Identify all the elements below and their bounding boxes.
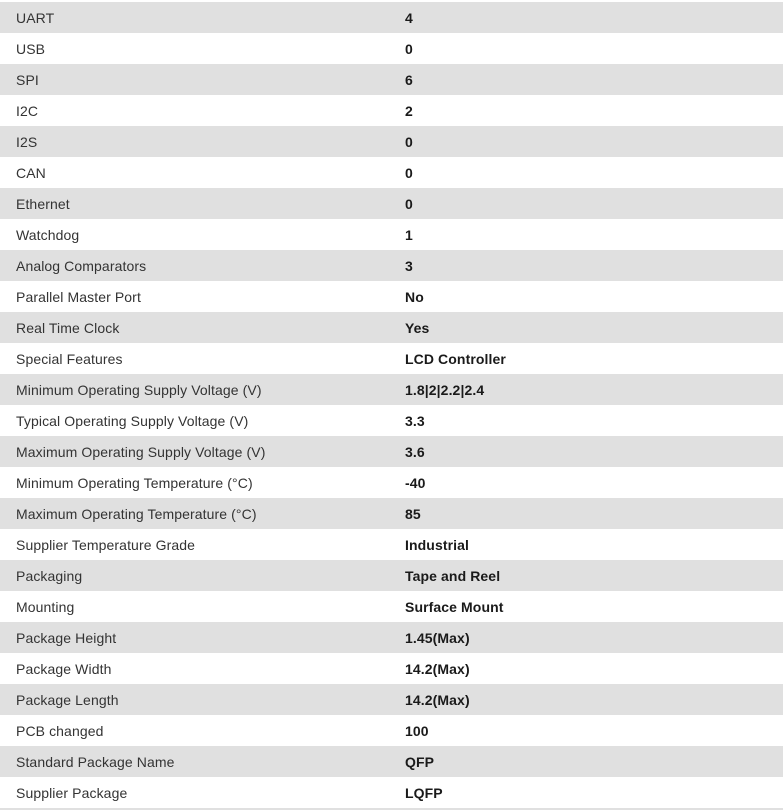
table-row <box>0 653 783 684</box>
spec-value: 14.2(Max) <box>405 691 470 708</box>
table-row <box>0 684 783 715</box>
spec-value: Industrial <box>405 536 470 553</box>
spec-label: Typical Operating Supply Voltage (V) <box>16 412 249 429</box>
table-row <box>0 281 783 312</box>
table-row <box>0 405 783 436</box>
table-row <box>0 126 783 157</box>
spec-label: UART <box>16 9 55 26</box>
spec-value: 1 <box>405 226 413 243</box>
table-row <box>0 2 783 33</box>
spec-value: 1.45(Max) <box>405 629 470 646</box>
table-row <box>0 560 783 591</box>
table-row <box>0 157 783 188</box>
spec-label: Packaging <box>16 567 83 584</box>
spec-value: 3 <box>405 257 413 274</box>
spec-label: USB <box>16 40 46 57</box>
spec-label: CAN <box>16 164 46 181</box>
table-row <box>0 777 783 808</box>
spec-label: Analog Comparators <box>16 257 147 274</box>
spec-value: 3.6 <box>405 443 425 460</box>
spec-value: 0 <box>405 164 413 181</box>
spec-value: Surface Mount <box>405 598 504 615</box>
spec-value: 1.8|2|2.2|2.4 <box>405 381 485 398</box>
table-row <box>0 436 783 467</box>
table-row <box>0 312 783 343</box>
spec-value: 85 <box>405 505 421 522</box>
spec-value: Yes <box>405 319 430 336</box>
table-row <box>0 529 783 560</box>
spec-label: Real Time Clock <box>16 319 120 336</box>
spec-value: 0 <box>405 40 413 57</box>
spec-label: Minimum Operating Supply Voltage (V) <box>16 381 262 398</box>
spec-value: No <box>405 288 424 305</box>
spec-label: Supplier Temperature Grade <box>16 536 195 553</box>
table-row <box>0 715 783 746</box>
spec-label: PCB changed <box>16 722 104 739</box>
spec-value: 4 <box>405 9 413 26</box>
table-row <box>0 498 783 529</box>
spec-label: Maximum Operating Temperature (°C) <box>16 505 257 522</box>
table-row <box>0 467 783 498</box>
spec-value: 6 <box>405 71 413 88</box>
table-row <box>0 188 783 219</box>
specifications-table <box>0 2 783 808</box>
spec-value: 100 <box>405 722 429 739</box>
spec-label: Standard Package Name <box>16 753 175 770</box>
spec-value: 2 <box>405 102 413 119</box>
spec-label: Parallel Master Port <box>16 288 141 305</box>
spec-value: 0 <box>405 195 413 212</box>
table-row <box>0 591 783 622</box>
spec-value: -40 <box>405 474 426 491</box>
spec-label: Watchdog <box>16 226 80 243</box>
table-row <box>0 374 783 405</box>
spec-value: Tape and Reel <box>405 567 501 584</box>
spec-value: LQFP <box>405 784 443 801</box>
spec-value: 0 <box>405 133 413 150</box>
spec-label: Ethernet <box>16 195 70 212</box>
spec-label: I2S <box>16 133 38 150</box>
spec-value: LCD Controller <box>405 350 506 367</box>
spec-label: Minimum Operating Temperature (°C) <box>16 474 253 491</box>
table-row <box>0 343 783 374</box>
spec-label: Package Length <box>16 691 119 708</box>
table-row <box>0 250 783 281</box>
spec-label: Special Features <box>16 350 123 367</box>
table-row <box>0 746 783 777</box>
spec-label: Mounting <box>16 598 75 615</box>
spec-label: I2C <box>16 102 39 119</box>
spec-value: 3.3 <box>405 412 425 429</box>
table-row <box>0 33 783 64</box>
table-row <box>0 622 783 653</box>
spec-value: 14.2(Max) <box>405 660 470 677</box>
table-row <box>0 95 783 126</box>
spec-label: SPI <box>16 71 39 88</box>
spec-label: Package Width <box>16 660 112 677</box>
table-row <box>0 219 783 250</box>
spec-label: Maximum Operating Supply Voltage (V) <box>16 443 266 460</box>
spec-label: Supplier Package <box>16 784 128 801</box>
table-row <box>0 64 783 95</box>
spec-value: QFP <box>405 753 435 770</box>
spec-label: Package Height <box>16 629 117 646</box>
